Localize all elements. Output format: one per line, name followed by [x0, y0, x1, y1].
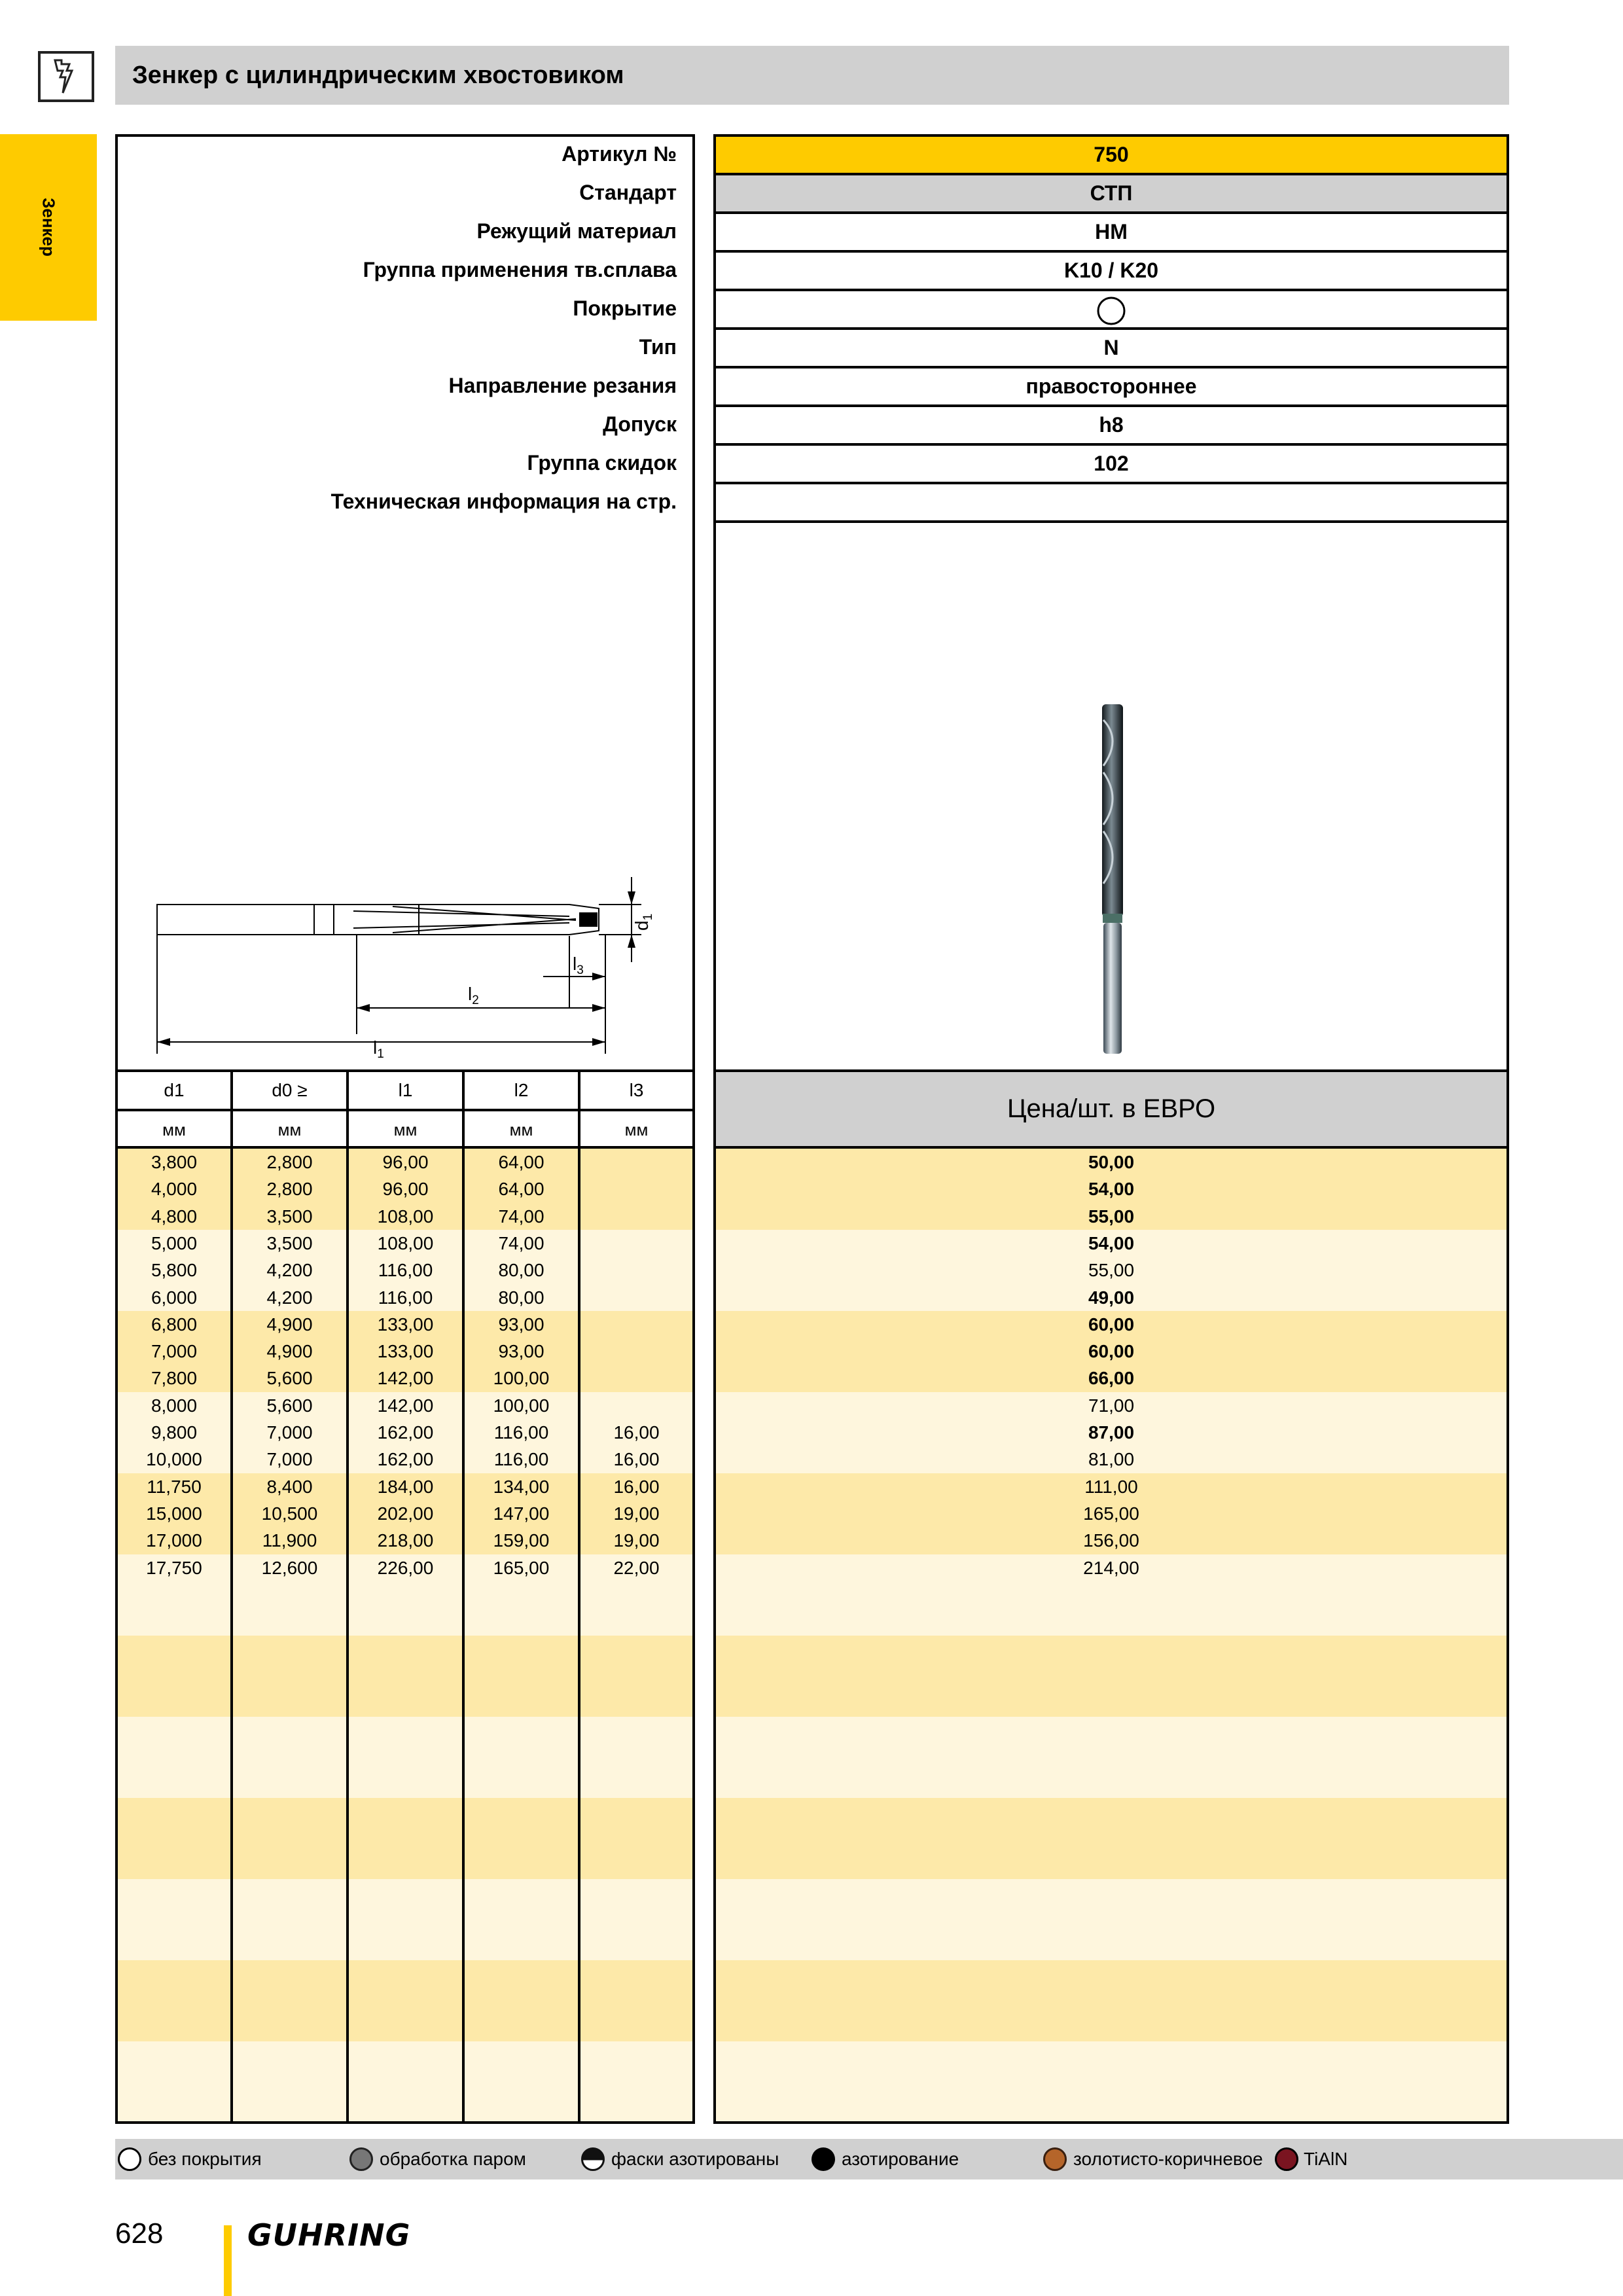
reamer-photo	[1086, 700, 1139, 1060]
table-cell	[580, 1257, 692, 1283]
price-cell: 55,00	[1088, 1260, 1135, 1281]
table-cell: 142,00	[377, 1395, 434, 1416]
footer-accent-rule	[224, 2225, 232, 2296]
table-cell: 5,600	[266, 1395, 313, 1416]
table-cell: 7,000	[266, 1422, 313, 1443]
col-header-l2: l2	[514, 1080, 529, 1100]
prop-label-grade: Группа применения тв.сплава	[363, 258, 677, 281]
legend-item-tialn	[1275, 2139, 1347, 2179]
table-cell: 4,900	[266, 1314, 313, 1335]
col-header-d0: d0 ≥	[272, 1080, 308, 1100]
table-cell: 11,900	[262, 1530, 317, 1551]
table-cell: 19,00	[613, 1503, 660, 1524]
table-cell: 19,00	[613, 1530, 660, 1551]
table-cell	[580, 1230, 692, 1257]
prop-label-techinfo: Техническая информация на стр.	[330, 490, 677, 513]
table-cell: 142,00	[377, 1368, 434, 1389]
table-cell: 3,800	[151, 1152, 198, 1172]
table-cell: 2,800	[266, 1179, 313, 1200]
catalog-logo	[38, 51, 94, 102]
table-cell: 6,800	[151, 1314, 198, 1335]
table-cell: 202,00	[377, 1503, 434, 1524]
legend-item-steam	[349, 2139, 526, 2179]
prop-value-material: HM	[1095, 220, 1128, 243]
price-cell: 60,00	[1088, 1341, 1135, 1362]
table-cell: 16,00	[613, 1449, 660, 1470]
legend-item-gold-brown	[1043, 2139, 1263, 2179]
price-cell: 87,00	[1088, 1422, 1135, 1443]
unit-d1: мм	[162, 1120, 186, 1139]
table-cell: 93,00	[498, 1314, 544, 1335]
table-cell: 147,00	[493, 1503, 550, 1524]
table-cell: 5,600	[266, 1368, 313, 1389]
table-cell	[580, 1203, 692, 1230]
unit-l1: мм	[393, 1120, 418, 1139]
table-cell: 17,000	[146, 1530, 202, 1551]
legend-item-uncoated	[118, 2139, 262, 2179]
col-header-l1: l1	[398, 1080, 413, 1100]
prop-value-grade: K10 / K20	[1063, 259, 1159, 282]
table-cell: 2,800	[266, 1152, 313, 1172]
table-cell: 226,00	[377, 1557, 434, 1578]
price-cell: 55,00	[1088, 1206, 1135, 1227]
table-cell	[580, 1149, 692, 1175]
dim-d1-label: $d_1$	[632, 913, 655, 931]
dim-l2-label: $l_2$	[468, 984, 479, 1007]
gray-dot-icon	[349, 2147, 373, 2171]
table-cell: 4,200	[266, 1287, 313, 1308]
prop-label-discount: Группа скидок	[527, 451, 677, 475]
table-cell: 64,00	[498, 1152, 544, 1172]
col-header-l3: l3	[629, 1080, 644, 1100]
table-cell: 5,000	[151, 1232, 198, 1253]
uncoated-circle-icon	[1096, 295, 1127, 327]
dim-l1-label: $l_1$	[373, 1037, 384, 1061]
reamer-icon	[41, 54, 92, 99]
unit-d0: мм	[277, 1120, 302, 1139]
table-cell: 9,800	[151, 1422, 198, 1443]
price-cell: 111,00	[1084, 1476, 1138, 1497]
table-cell: 108,00	[377, 1206, 434, 1227]
table-cell: 74,00	[498, 1232, 544, 1253]
dim-l3-label: $l_3$	[573, 954, 584, 977]
table-cell: 218,00	[377, 1530, 434, 1551]
table-cell: 116,00	[493, 1422, 549, 1443]
page-title: Зенкер с цилиндрическим хвостовиком	[132, 62, 624, 89]
black-dot-icon	[812, 2147, 835, 2171]
table-cell: 22,00	[613, 1557, 660, 1578]
legend-label: TiAlN	[1304, 2149, 1348, 2169]
price-cell: 54,00	[1088, 1232, 1135, 1253]
table-cell: 74,00	[498, 1206, 544, 1227]
table-cell: 7,800	[151, 1368, 198, 1389]
price-cell: 156,00	[1083, 1530, 1139, 1551]
prop-value-techinfo	[716, 484, 1507, 520]
price-cell: 81,00	[1088, 1449, 1135, 1470]
table-cell: 133,00	[377, 1314, 434, 1335]
table-cell: 162,00	[377, 1422, 434, 1443]
table-cell: 6,000	[151, 1287, 198, 1308]
price-cell: 49,00	[1088, 1287, 1135, 1308]
unit-l3: мм	[624, 1120, 649, 1139]
table-cell: 5,800	[151, 1260, 198, 1281]
table-cell: 80,00	[498, 1260, 544, 1281]
table-cell: 8,000	[151, 1395, 198, 1416]
table-cell	[580, 1284, 692, 1311]
prop-value-standard: СТП	[716, 175, 1507, 211]
table-cell: 133,00	[377, 1341, 434, 1362]
prop-label-article: Артикул №	[562, 142, 677, 166]
table-cell: 4,200	[266, 1260, 313, 1281]
table-cell: 12,600	[261, 1557, 318, 1578]
table-cell: 17,750	[146, 1557, 202, 1578]
prop-label-direction: Направление резания	[448, 374, 677, 397]
legend-item-nitriding	[812, 2139, 959, 2179]
prop-value-direction: правостороннее	[1026, 374, 1197, 398]
price-cell: 60,00	[1088, 1314, 1135, 1335]
legend-label: обработка паром	[380, 2149, 526, 2169]
table-cell: 4,900	[266, 1341, 313, 1362]
table-cell: 80,00	[498, 1287, 544, 1308]
table-cell: 64,00	[498, 1179, 544, 1200]
table-cell: 16,00	[613, 1422, 660, 1443]
price-cell: 165,00	[1083, 1503, 1139, 1524]
table-cell: 4,800	[151, 1206, 198, 1227]
table-cell	[580, 1311, 692, 1338]
tialn-icon	[1275, 2147, 1298, 2171]
table-cell: 162,00	[377, 1449, 434, 1470]
table-cell: 96,00	[382, 1152, 429, 1172]
table-cell	[580, 1338, 692, 1365]
page-number: 628	[115, 2217, 164, 2250]
legend-label: без покрытия	[148, 2149, 262, 2169]
reamer-dimension-drawing	[118, 857, 692, 1067]
prop-value-tolerance: h8	[1099, 413, 1124, 437]
table-cell: 96,00	[382, 1179, 429, 1200]
table-cell: 16,00	[613, 1476, 660, 1497]
price-cell: 50,00	[1088, 1152, 1135, 1172]
table-cell	[580, 1175, 692, 1202]
brand-logo: GUHRING	[247, 2217, 411, 2253]
col-header-d1: d1	[164, 1080, 185, 1100]
table-cell: 8,400	[266, 1476, 313, 1497]
legend-label: фаски азотированы	[611, 2149, 779, 2169]
brown-dot-icon	[1043, 2147, 1067, 2171]
table-cell: 3,500	[266, 1232, 313, 1253]
table-cell: 116,00	[493, 1449, 549, 1470]
table-cell: 100,00	[493, 1395, 550, 1416]
prop-label-material: Режущий материал	[476, 219, 677, 243]
legend-label: золотисто-коричневое	[1073, 2149, 1263, 2169]
table-cell: 10,000	[146, 1449, 202, 1470]
table-cell: 184,00	[377, 1476, 434, 1497]
table-cell: 15,000	[146, 1503, 202, 1524]
table-cell: 7,000	[266, 1449, 313, 1470]
table-cell: 116,00	[378, 1287, 433, 1308]
price-header: Цена/шт. в ЕВРО	[716, 1072, 1507, 1146]
prop-value-type: N	[1103, 336, 1119, 359]
table-cell: 11,750	[147, 1476, 202, 1497]
prop-value-discount: 102	[1094, 452, 1129, 475]
table-cell	[580, 1392, 692, 1419]
table-cell: 100,00	[493, 1368, 550, 1389]
table-cell: 165,00	[493, 1557, 550, 1578]
chamfer-dot-icon	[581, 2147, 605, 2171]
prop-label-coating: Покрытие	[573, 296, 677, 320]
table-cell: 7,000	[151, 1341, 198, 1362]
price-cell: 54,00	[1088, 1179, 1135, 1200]
legend-label: азотирование	[842, 2149, 959, 2169]
prop-label-standard: Стандарт	[579, 181, 677, 204]
table-cell: 134,00	[493, 1476, 550, 1497]
table-cell: 93,00	[498, 1341, 544, 1362]
price-cell: 214,00	[1083, 1557, 1139, 1578]
table-cell: 108,00	[377, 1232, 434, 1253]
price-cell: 66,00	[1088, 1368, 1135, 1389]
unit-l2: мм	[509, 1120, 533, 1139]
circle-outline-icon	[118, 2147, 141, 2171]
prop-label-tolerance: Допуск	[603, 412, 677, 436]
table-cell: 4,000	[151, 1179, 198, 1200]
prop-label-type: Тип	[639, 335, 677, 359]
table-cell: 10,500	[261, 1503, 318, 1524]
table-cell: 116,00	[378, 1260, 433, 1281]
price-cell: 71,00	[1088, 1395, 1135, 1416]
prop-value-article: 750	[716, 137, 1507, 173]
prop-value-coating	[716, 291, 1507, 327]
legend-item-chamfer-nitrided	[581, 2139, 779, 2179]
table-cell	[580, 1365, 692, 1391]
table-cell: 159,00	[493, 1530, 550, 1551]
side-tab-label: Зенкер	[39, 198, 59, 257]
table-cell: 3,500	[266, 1206, 313, 1227]
